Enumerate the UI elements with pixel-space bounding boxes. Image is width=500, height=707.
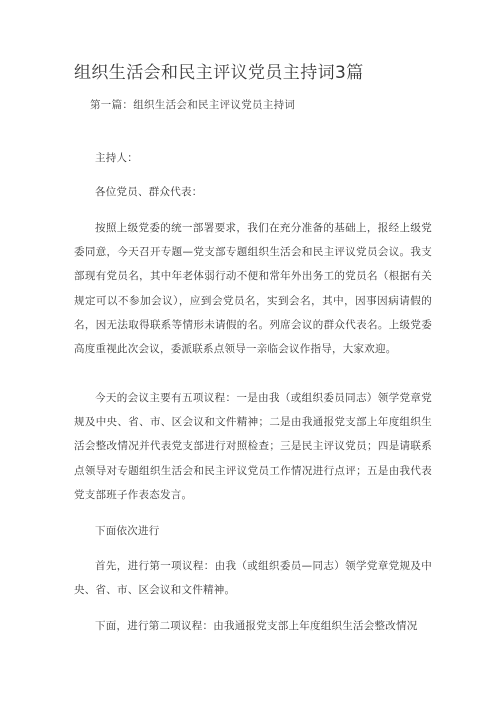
paragraph-proceed: 下面依次进行 bbox=[95, 525, 160, 537]
paragraph-second-item: 下面，进行第二项议程：由我通报党支部上年度组织生活会整改情况 bbox=[95, 620, 418, 632]
paragraph-greeting: 各位党员、群众代表： bbox=[95, 186, 203, 198]
paragraph-intro: 按照上级党委的统一部署要求，我们在充分准备的基础上，报经上级党委同意，今天召开专题—党支部专题组织生活会和民主评议党员会议。我支部现有党员名，其中年老体弱行动不便和常年外出务工的党员名（根据有关规定可以不参加会议），应到会党员名，实到会名，其中，因事因病请假的名，因无法取得联系等情形未请假的名。列席会议的群众代表名。上级党委高度重视此次会议，委派联系点领导一亲临会议作指导，大家欢迎。 bbox=[74, 222, 432, 356]
document-title: 组织生活会和民主评议党员主持词3篇 bbox=[74, 63, 364, 83]
paragraph-host: 主持人： bbox=[95, 152, 138, 164]
paragraph-agenda: 今天的会议主要有五项议程：一是由我（或组织委员同志）领学党章党规及中央、省、市、区会议和文件精神；二是由我通报党支部上年度组织生活会整改情况并代表党支部进行对照检查；三是民主评议党员；四是请联系点领导对专题组织生活会和民主评议党员工作情况进行点评；五是由我代表党支部班子作表态发言。 bbox=[74, 392, 432, 501]
document-subtitle: 第一篇：组织生活会和民主评议党员主持词 bbox=[90, 99, 296, 111]
paragraph-first-item: 首先，进行第一项议程：由我（或组织委员—同志）领学党章党规及中央、省、市、区会议和文件精神。 bbox=[74, 560, 432, 597]
